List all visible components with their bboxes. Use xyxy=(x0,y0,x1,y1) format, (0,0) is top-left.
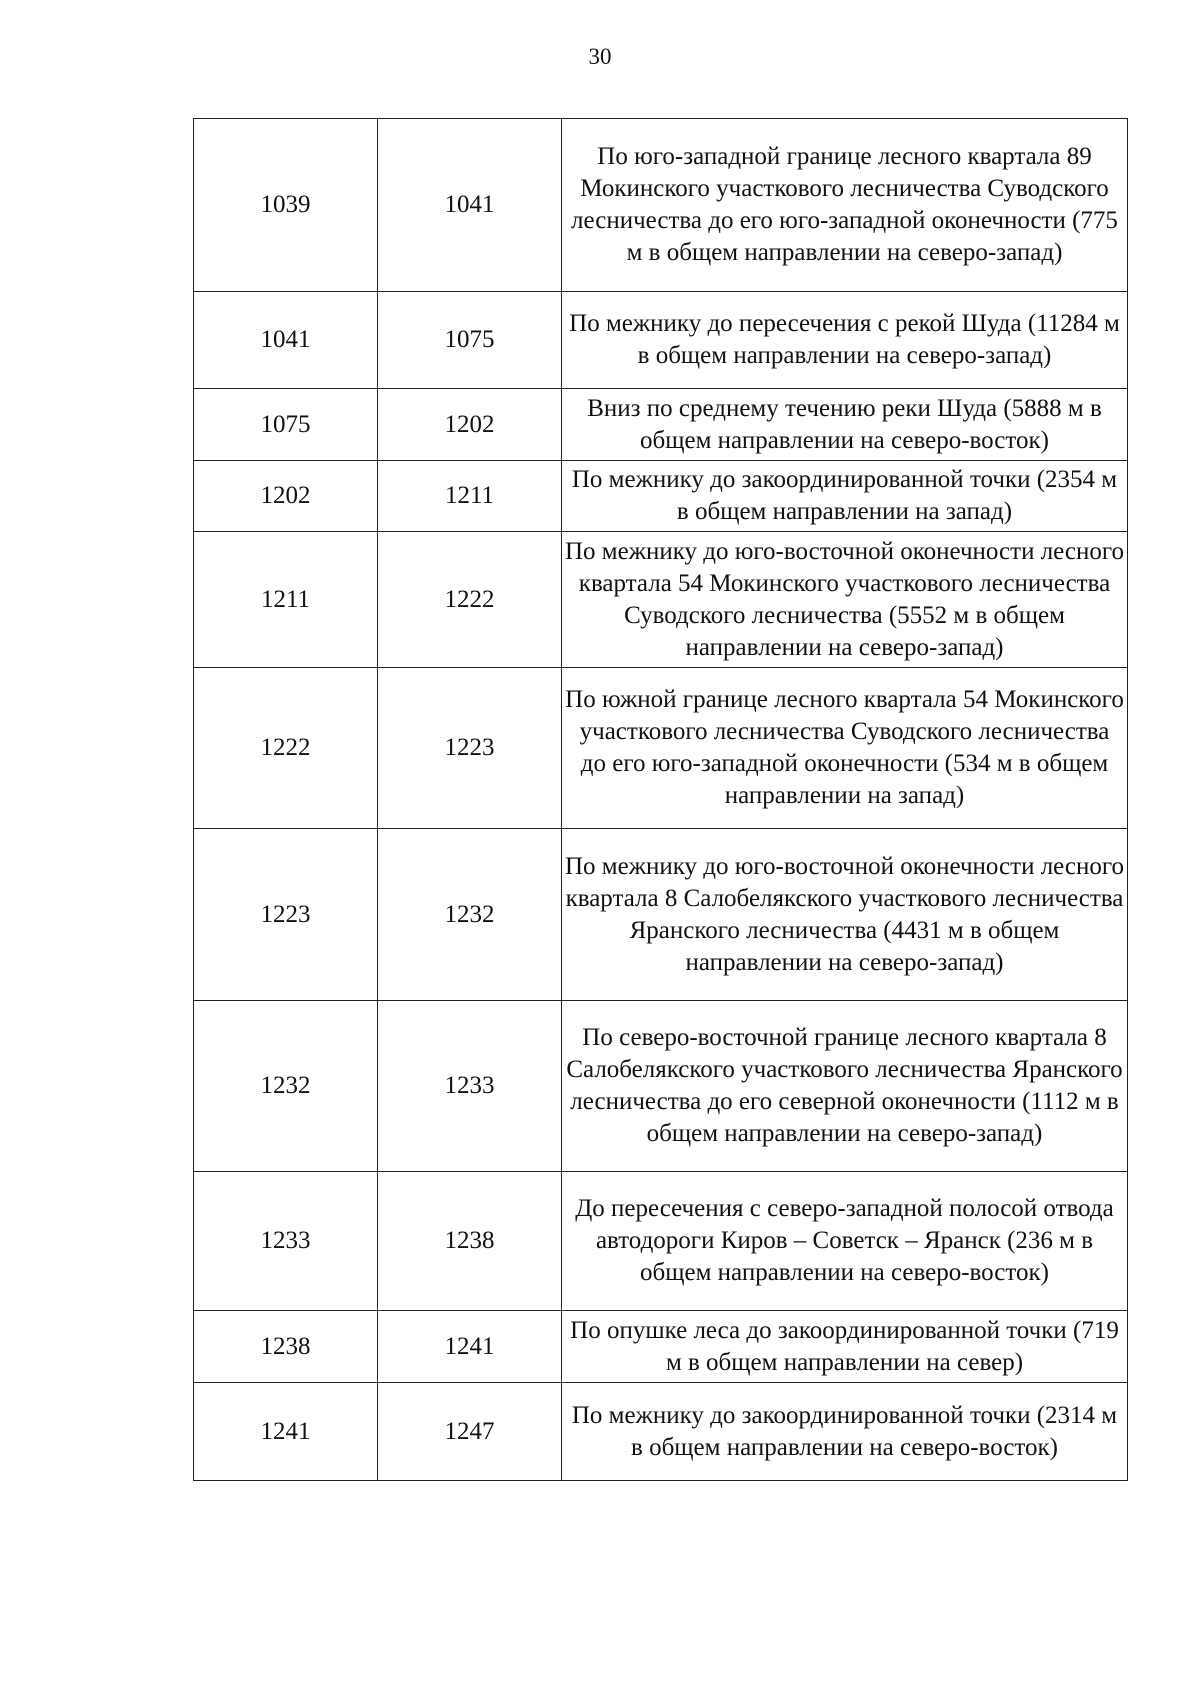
point-from: 1223 xyxy=(194,829,378,1001)
table-row xyxy=(194,461,1128,532)
point-to: 1233 xyxy=(378,1001,562,1172)
table-row xyxy=(194,1001,1128,1172)
page-number: 30 xyxy=(588,44,612,69)
point-to: 1211 xyxy=(378,461,562,532)
point-from: 1075 xyxy=(194,389,378,461)
boundary-description: По опушке леса до закоординированной точки (719 м в общем направлении на север) xyxy=(562,1311,1128,1383)
table-row xyxy=(194,389,1128,461)
boundary-description: По межнику до пересечения с рекой Шуда (11284 м в общем направлении на северо-запад) xyxy=(562,292,1128,389)
table-row xyxy=(194,119,1128,292)
boundary-description: По юго-западной границе лесного квартала 89 Мокинского участкового лесничества Суводского лесничества до его юго-западной оконечности (775 м в общем направлении на северо-запад) xyxy=(562,119,1128,292)
boundary-description: По межнику до юго-восточной оконечности лесного квартала 54 Мокинского участкового лесничества Суводского лесничества (5552 м в общем направлении на северо-запад) xyxy=(562,532,1128,668)
point-to: 1222 xyxy=(378,532,562,668)
boundary-description: По южной границе лесного квартала 54 Мокинского участкового лесничества Суводского лесничества до его юго-западной оконечности (534 м в общем направлении на запад) xyxy=(562,668,1128,829)
point-to: 1041 xyxy=(378,119,562,292)
point-to: 1232 xyxy=(378,829,562,1001)
boundary-description: Вниз по среднему течению реки Шуда (5888 м в общем направлении на северо-восток) xyxy=(562,389,1128,461)
point-from: 1202 xyxy=(194,461,378,532)
boundary-description: По межнику до закоординированной точки (2354 м в общем направлении на запад) xyxy=(562,461,1128,532)
point-from: 1233 xyxy=(194,1172,378,1311)
table-row xyxy=(194,1311,1128,1383)
point-to: 1241 xyxy=(378,1311,562,1383)
point-from: 1039 xyxy=(194,119,378,292)
table-row xyxy=(194,292,1128,389)
table-row xyxy=(194,668,1128,829)
point-to: 1238 xyxy=(378,1172,562,1311)
boundary-description: По межнику до закоординированной точки (2314 м в общем направлении на северо-восток) xyxy=(562,1383,1128,1481)
table-row xyxy=(194,532,1128,668)
boundary-description: По северо-восточной границе лесного квартала 8 Салобелякского участкового лесничества Яранского лесничества до его северной оконечности (1112 м в общем направлении на северо-запад) xyxy=(562,1001,1128,1172)
point-from: 1222 xyxy=(194,668,378,829)
point-from: 1211 xyxy=(194,532,378,668)
point-to: 1223 xyxy=(378,668,562,829)
boundary-description: По межнику до юго-восточной оконечности лесного квартала 8 Салобелякского участкового лесничества Яранского лесничества (4431 м в общем направлении на северо-запад) xyxy=(562,829,1128,1001)
point-from: 1238 xyxy=(194,1311,378,1383)
point-from: 1241 xyxy=(194,1383,378,1481)
table-row xyxy=(194,1172,1128,1311)
boundary-description: До пересечения с северо-западной полосой отвода автодороги Киров – Советск – Яранск (236 м в общем направлении на северо-восток) xyxy=(562,1172,1128,1311)
point-from: 1232 xyxy=(194,1001,378,1172)
point-to: 1247 xyxy=(378,1383,562,1481)
point-to: 1202 xyxy=(378,389,562,461)
point-from: 1041 xyxy=(194,292,378,389)
table-row xyxy=(194,829,1128,1001)
point-to: 1075 xyxy=(378,292,562,389)
table-row xyxy=(194,1383,1128,1481)
boundary-table xyxy=(193,118,1128,1481)
